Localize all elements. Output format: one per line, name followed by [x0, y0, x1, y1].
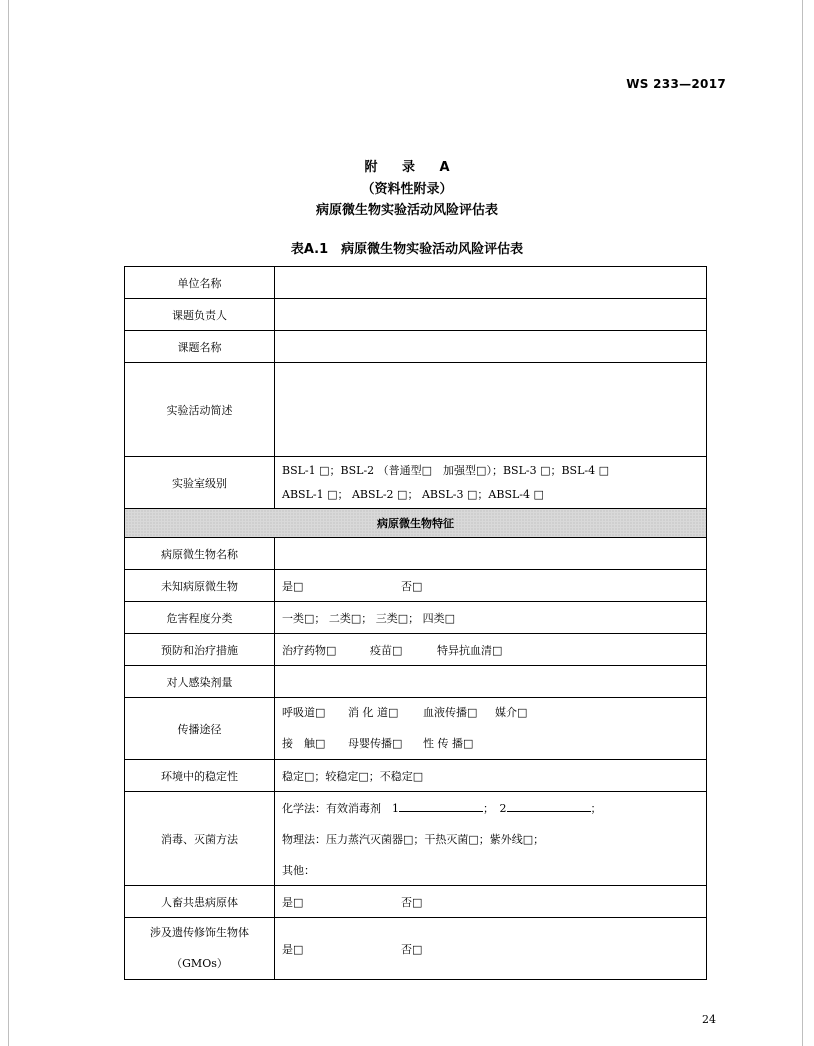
appendix-title: 附 录 A	[364, 160, 460, 175]
table-row	[125, 634, 707, 666]
project-leader-field[interactable]	[275, 299, 707, 331]
prevention-options	[275, 634, 707, 666]
table-row	[125, 331, 707, 363]
unknown-pathogen-options	[275, 570, 707, 602]
row-label-project-leader: 课题负责人	[125, 299, 275, 331]
row-label-infective-dose: 对人感染剂量	[125, 666, 275, 698]
zoonosis-options	[275, 886, 707, 918]
table-row	[125, 363, 707, 457]
prevention-antiserum-checkbox[interactable]: 特异抗血清□	[437, 643, 503, 657]
transmission-respiratory-checkbox[interactable]: 呼吸道□	[282, 706, 326, 719]
zoonosis-no-checkbox[interactable]: 否□	[401, 895, 423, 909]
table-row	[125, 570, 707, 602]
gmo-label-line1: 涉及遗传修饰生物体	[150, 926, 249, 939]
disinfectant-2-input[interactable]	[507, 800, 591, 812]
table-row	[125, 509, 707, 538]
gmo-label-line2: （GMOs）	[171, 957, 228, 970]
row-label-gmo	[125, 918, 275, 980]
env-stability-options[interactable]: 稳定□；较稳定□；不稳定□	[275, 760, 707, 792]
unit-name-field[interactable]	[275, 267, 707, 299]
transmission-blood-checkbox[interactable]: 血液传播□	[423, 706, 478, 719]
appendix-name: 病原微生物实验活动风险评估表	[315, 203, 498, 218]
chemical-method-label: 化学法：有效消毒剂 1	[282, 801, 399, 815]
row-label-lab-level: 实验室级别	[125, 457, 275, 509]
row-label-unknown-pathogen: 未知病原微生物	[125, 570, 275, 602]
unknown-pathogen-yes-checkbox[interactable]: 是□	[282, 579, 304, 593]
table-row	[125, 698, 707, 760]
zoonosis-yes-checkbox[interactable]: 是□	[282, 895, 304, 909]
transmission-vector-checkbox[interactable]: 媒介□	[495, 706, 528, 719]
row-label-project-name: 课题名称	[125, 331, 275, 363]
transmission-sexual-checkbox[interactable]: 性 传 播□	[423, 737, 474, 750]
unknown-pathogen-no-checkbox[interactable]: 否□	[401, 579, 423, 593]
table-row	[125, 918, 707, 980]
infective-dose-field[interactable]	[275, 666, 707, 698]
gmo-yes-checkbox[interactable]: 是□	[282, 942, 304, 956]
disinfectant-1-input[interactable]	[399, 800, 483, 812]
physical-method-options[interactable]: 物理法：压力蒸汽灭菌器□；干热灭菌□；紫外线□；	[282, 832, 545, 846]
table-caption: 表A.1 病原微生物实验活动风险评估表	[290, 242, 524, 257]
other-method-field[interactable]: 其他：	[282, 863, 315, 877]
row-label-zoonosis: 人畜共患病原体	[125, 886, 275, 918]
table-row	[125, 267, 707, 299]
row-label-transmission: 传播途径	[125, 698, 275, 760]
table-row	[125, 299, 707, 331]
table-row	[125, 602, 707, 634]
table-row	[125, 792, 707, 886]
transmission-maternal-checkbox[interactable]: 母婴传播□	[348, 737, 403, 750]
lab-level-bsl-line[interactable]: BSL-1 □；BSL-2 （普通型□ 加强型□）；BSL-3 □；BSL-4 □	[282, 463, 610, 477]
prevention-vaccine-checkbox[interactable]: 疫苗□	[370, 643, 403, 657]
table-row	[125, 886, 707, 918]
table-row	[125, 666, 707, 698]
chemical-method-separator: ； 2	[483, 801, 507, 815]
activity-desc-field[interactable]	[275, 363, 707, 457]
row-label-env-stability: 环境中的稳定性	[125, 760, 275, 792]
transmission-contact-checkbox[interactable]: 接 触□	[282, 737, 326, 750]
disinfection-options	[275, 792, 707, 886]
appendix-subtitle: （资料性附录）	[361, 182, 453, 197]
gmo-no-checkbox[interactable]: 否□	[401, 942, 423, 956]
row-label-prevention: 预防和治疗措施	[125, 634, 275, 666]
transmission-options	[275, 698, 707, 760]
row-label-activity-desc: 实验活动简述	[125, 363, 275, 457]
lab-level-absl-line[interactable]: ABSL-1 □； ABSL-2 □； ABSL-3 □；ABSL-4 □	[282, 487, 544, 501]
transmission-digestive-checkbox[interactable]: 消 化 道□	[348, 706, 399, 719]
risk-assessment-table	[124, 266, 707, 980]
standard-number: WS 233—2017	[626, 77, 726, 91]
row-label-disinfection: 消毒、灭菌方法	[125, 792, 275, 886]
project-name-field[interactable]	[275, 331, 707, 363]
row-label-unit-name: 单位名称	[125, 267, 275, 299]
chemical-method-end: ；	[590, 801, 602, 815]
table-row	[125, 538, 707, 570]
table-row	[125, 760, 707, 792]
page-number: 24	[702, 1013, 716, 1026]
prevention-drug-checkbox[interactable]: 治疗药物□	[282, 643, 337, 657]
pathogen-name-field[interactable]	[275, 538, 707, 570]
table-row	[125, 457, 707, 509]
hazard-class-options[interactable]: 一类□； 二类□； 三类□； 四类□	[275, 602, 707, 634]
row-label-pathogen-name: 病原微生物名称	[125, 538, 275, 570]
row-label-hazard-class: 危害程度分类	[125, 602, 275, 634]
section-header-pathogen: 病原微生物特征	[125, 509, 707, 538]
gmo-options	[275, 918, 707, 980]
lab-level-options	[275, 457, 707, 509]
